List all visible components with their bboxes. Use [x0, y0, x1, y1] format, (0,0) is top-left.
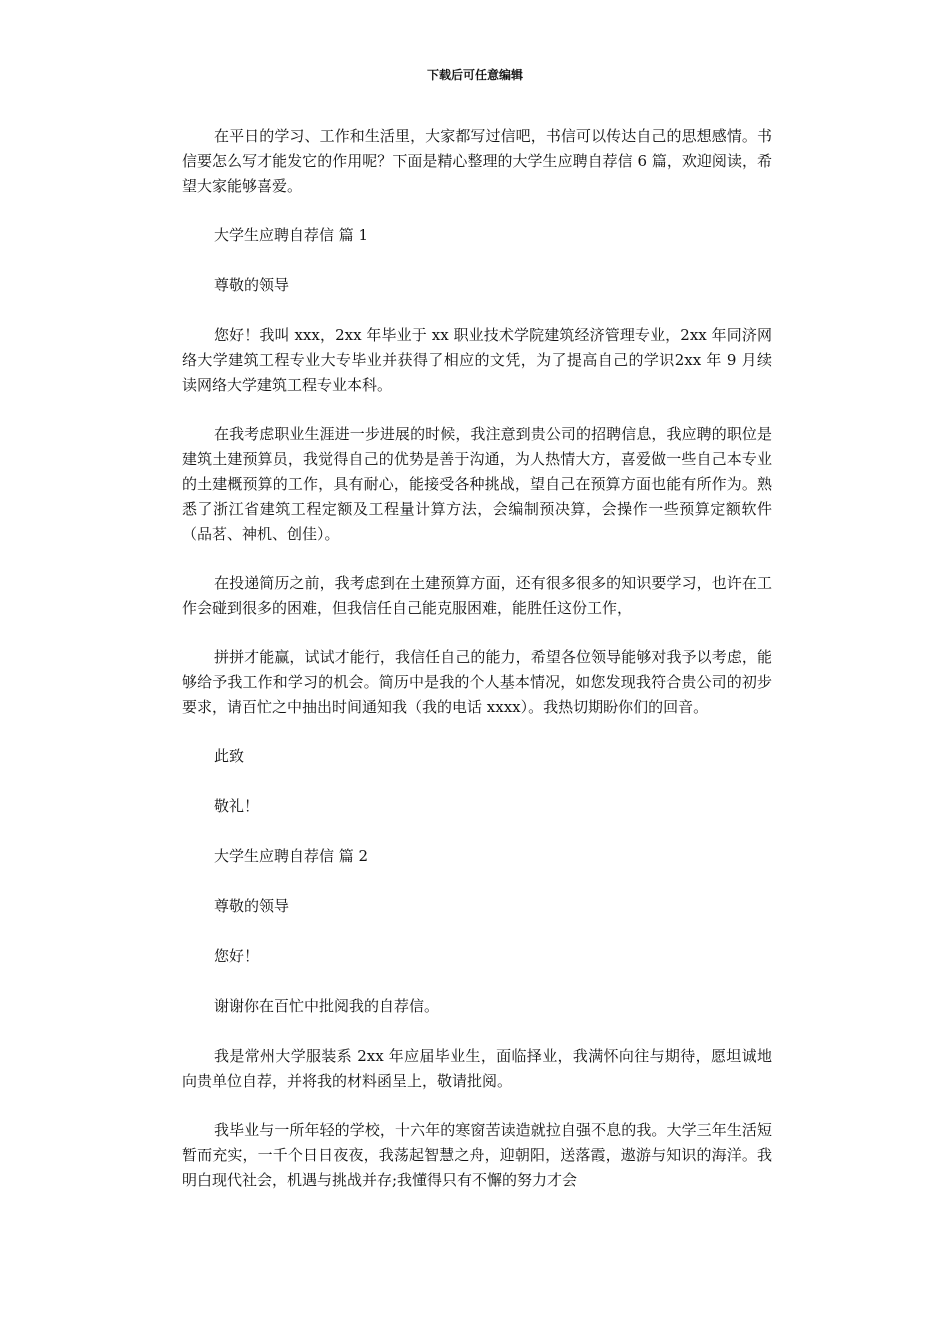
body-paragraph: 我毕业与一所年轻的学校，十六年的寒窗苦读造就拉自强不息的我。大学三年生活短暂而充实，一千个日日夜夜，我荡起智慧之舟，迎朝阳，送落霞，遨游与知识的海洋。我明白现代社会，机遇与挑战并存;我懂得只有不懈的努力才会: [182, 1121, 772, 1189]
body-paragraph: 我是常州大学服装系 2xx 年应届毕业生，面临择业，我满怀向往与期待，愿坦诚地向贵单位自荐，并将我的材料函呈上，敬请批阅。: [182, 1047, 772, 1090]
salutation-1: 尊敬的领导: [214, 276, 290, 294]
section-title-1: 大学生应聘自荐信 篇 1: [214, 226, 369, 244]
body-paragraph: 在我考虑职业生涯进一步进展的时候，我注意到贵公司的招聘信息，我应聘的职位是建筑土建预算员，我觉得自己的优势是善于沟通，为人热情大方，喜爱做一些自己本专业的土建概预算的工作，具有耐心，能接受各种挑战，望自己在预算方面也能有所作为。熟悉了浙江省建筑工程定额及工程量计算方法，会编制预决算，会操作一些预算定额软件（品茗、神机、创佳）。: [182, 425, 772, 543]
letter-body: [182, 124, 772, 1217]
closing-greeting: 敬礼！: [214, 797, 260, 815]
thanks-line: 谢谢你在百忙中批阅我的自荐信。: [214, 997, 440, 1015]
section-title-2: 大学生应聘自荐信 篇 2: [214, 847, 369, 865]
greeting-line: 您好！: [214, 947, 260, 965]
salutation-2: 尊敬的领导: [214, 897, 290, 915]
intro-paragraph: 在平日的学习、工作和生活里，大家都写过信吧，书信可以传达自己的思想感情。书信要怎么写才能发它的作用呢？下面是精心整理的大学生应聘自荐信 6 篇，欢迎阅读，希望大家能够喜爱。: [182, 127, 772, 195]
body-paragraph: 您好！我叫 xxx，2xx 年毕业于 xx 职业技术学院建筑经济管理专业，2xx 年同济网络大学建筑工程专业大专毕业并获得了相应的文凭，为了提高自己的学识2xx 年 9 月续读网络大学建筑工程专业本科。: [182, 326, 772, 394]
closing-line: 此致: [214, 747, 245, 765]
page-header: 下载后可任意编辑: [426, 68, 523, 82]
body-paragraph: 在投递简历之前，我考虑到在土建预算方面，还有很多很多的知识要学习，也许在工作会碰到很多的困难，但我信任自己能克服困难，能胜任这份工作，: [182, 574, 772, 617]
body-paragraph: 拼拼才能赢，试试才能行，我信任自己的能力，希望各位领导能够对我予以考虑，能够给予我工作和学习的机会。简历中是我的个人基本情况，如您发现我符合贵公司的初步要求，请百忙之中抽出时间通知我（我的电话 xxxx）。我热切期盼你们的回音。: [182, 648, 772, 716]
